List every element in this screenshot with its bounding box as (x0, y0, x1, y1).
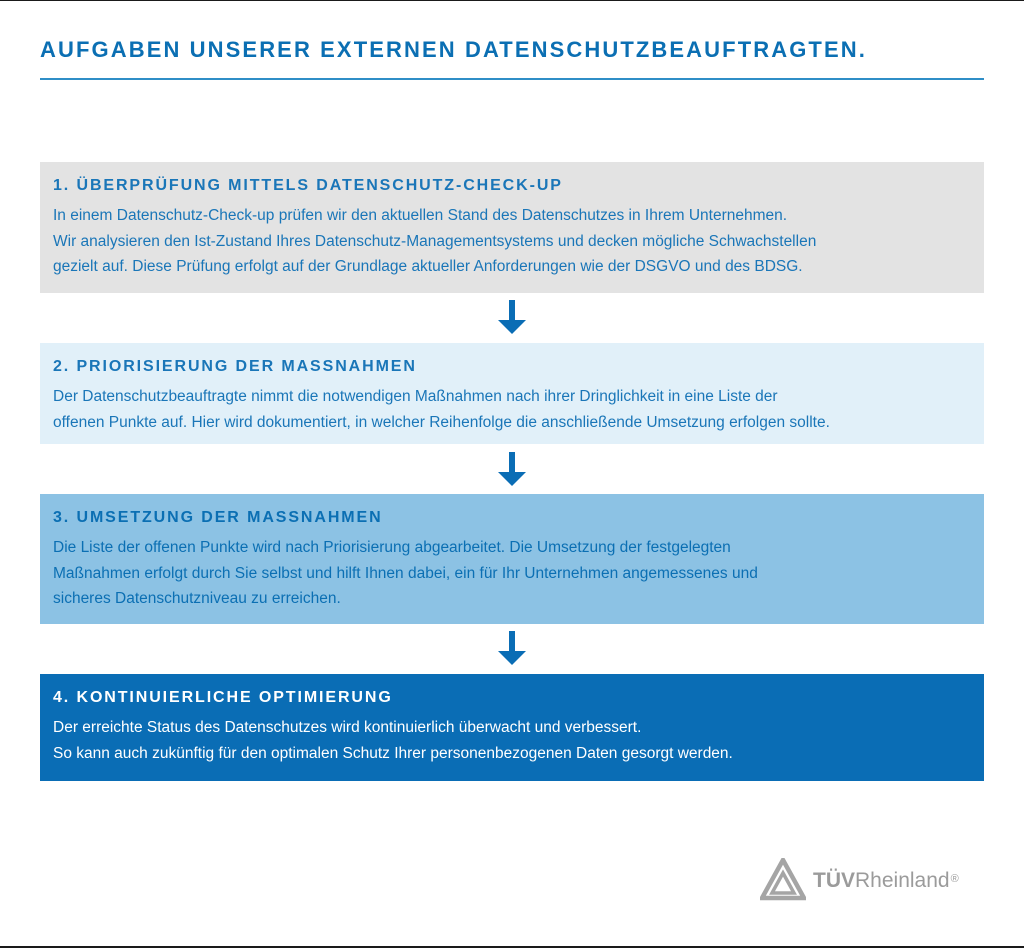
down-arrow-icon (498, 300, 526, 334)
step-1-text: In einem Datenschutz-Check-up prüfen wir den aktuellen Stand des Datenschutzes in Ihrem Unternehmen. Wir analysieren den Ist-Zustand Ihres Datenschutz-Managementsystems und decken mögliche Schwachstellen gezielt auf. Diese Prüfung erfolgt auf der Grundlage aktueller Anforderungen wie der DSGVO und des BDSG. (53, 207, 817, 275)
step-4-heading: 4. KONTINUIERLICHE OPTIMIERUNG (53, 689, 393, 706)
step-1-box (40, 162, 984, 293)
down-arrow-icon (498, 631, 526, 665)
step-3-text: Die Liste der offenen Punkte wird nach Priorisierung abgearbeitet. Die Umsetzung der festgelegten Maßnahmen erfolgt durch Sie selbst und hilft Ihnen dabei, ein für Ihr Unternehmen angemessenes und sicheres Datenschutzniveau zu erreichen. (53, 539, 758, 607)
step-3-heading: 3. UMSETZUNG DER MASSNAHMEN (53, 509, 383, 526)
triangle-logo-icon (760, 858, 806, 902)
logo-wordmark (813, 869, 959, 893)
step-4-text: Der erreichte Status des Datenschutzes wird kontinuierlich überwacht und verbessert. So kann auch zukünftig für den optimalen Schutz Ihrer personenbezogenen Daten gesorgt werden. (53, 719, 733, 762)
logo-brand-regular: Rheinland (855, 869, 950, 892)
title-underline (40, 78, 984, 80)
step-2-box (40, 343, 984, 444)
step-2-heading: 2. PRIORISIERUNG DER MASSNAHMEN (53, 358, 417, 375)
bottom-border (0, 946, 1024, 948)
step-2-text: Der Datenschutzbeauftragte nimmt die notwendigen Maßnahmen nach ihrer Dringlichkeit in eine Liste der offenen Punkte auf. Hier wird dokumentiert, in welcher Reihenfolge die anschließende Umsetzung erfolgen sollte. (53, 388, 830, 431)
registered-mark: ® (950, 873, 959, 885)
page-title: AUFGABEN UNSERER EXTERNEN DATENSCHUTZBEAUFTRAGTEN. (40, 37, 867, 62)
step-3-box (40, 494, 984, 624)
step-1-heading: 1. ÜBERPRÜFUNG MITTELS DATENSCHUTZ-CHECK-UP (53, 177, 563, 194)
down-arrow-icon (498, 452, 526, 486)
top-border (0, 0, 1024, 1)
logo-brand-bold: TÜV (813, 869, 855, 892)
tuv-rheinland-logo (760, 858, 990, 902)
step-4-box (40, 674, 984, 781)
